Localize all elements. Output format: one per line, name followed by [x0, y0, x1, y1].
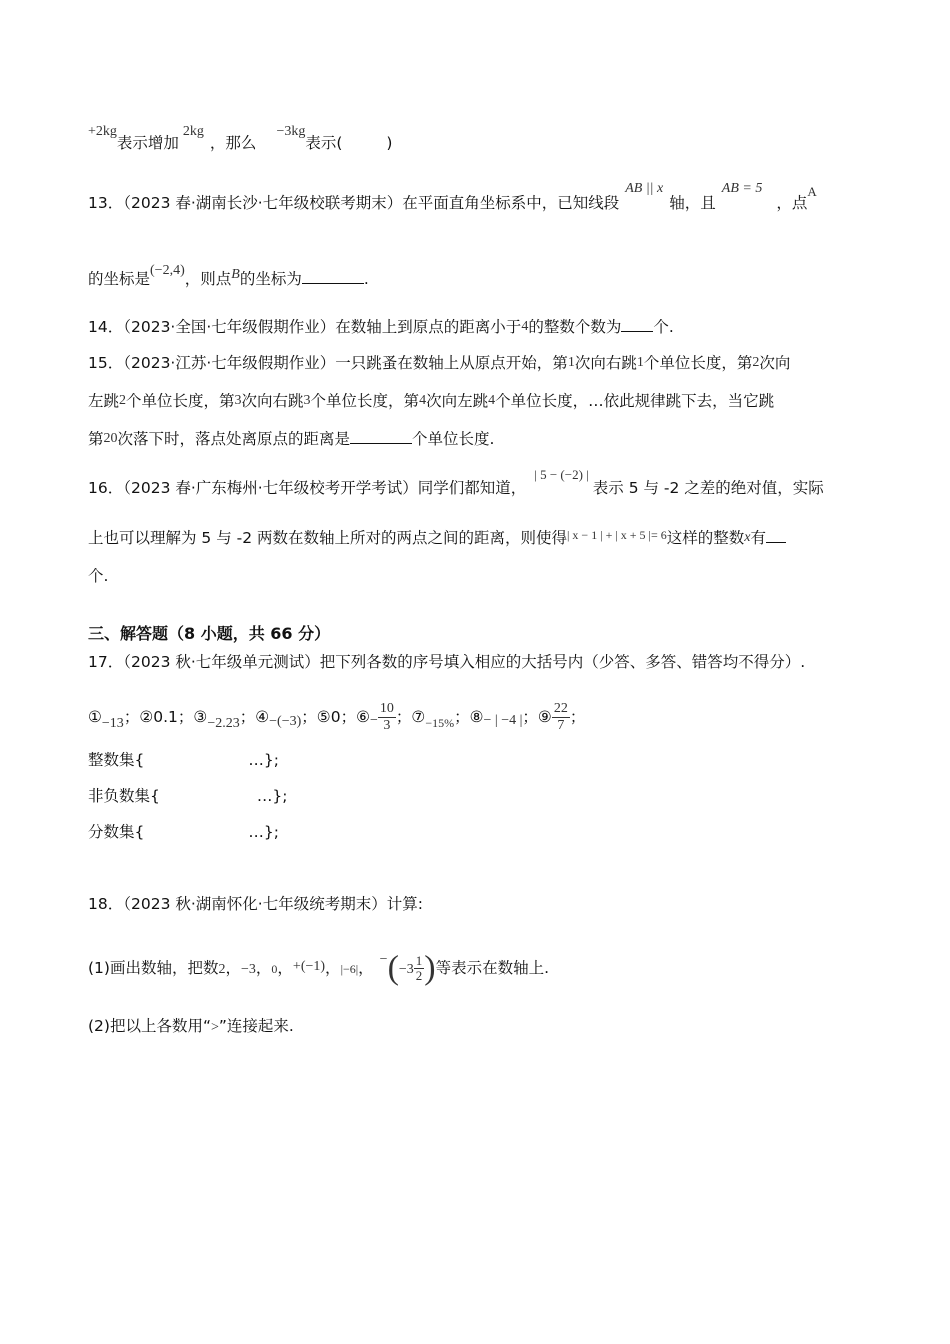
question-17-line1: 17．（2023 秋·七年级单元测试）把下列各数的序号填入相应的大括号内（少答、多答、错答均不得分）. — [88, 653, 806, 671]
math-expr: 20 — [103, 431, 118, 446]
question-number: 18． — [88, 895, 124, 913]
math-expr: AB = 5 — [721, 181, 763, 196]
question-13-line1: 13．（2023 春·湖南长沙·七年级校联考期末）在平面直角坐标系中，已知线段AB || x轴，且AB = 5，点$^A$ — [88, 181, 817, 212]
math-expr: − | −4 | — [483, 713, 523, 728]
question-source: （2023 秋·七年级单元测试） — [123, 653, 320, 671]
question-source: （2023 春·湖南长沙·七年级校联考期末） — [123, 194, 403, 212]
math-expr: | x − 1 | + | x + 5 |= 6 — [567, 528, 667, 542]
math-expr: −15% — [425, 716, 455, 730]
math-expr: AB || x — [625, 181, 664, 196]
question-15-line3: 第20次落下时，落点处离原点的距离是 个单位长度. — [88, 430, 495, 448]
math-expr: +2kg — [88, 124, 117, 139]
question-number: 16． — [88, 479, 124, 497]
math-expr: 4 — [521, 319, 529, 334]
math-expr: 4 — [488, 393, 496, 408]
math-expr: (−2,4) — [150, 263, 185, 278]
math-expr: −2.23 — [207, 716, 240, 731]
math-expr: 2 — [119, 393, 127, 408]
fraction: $\frac{10}{3}$ — [379, 701, 394, 733]
math-expr: 3 — [303, 393, 311, 408]
q12-line: +2kg表示增加2kg，那么−3kg表示( ) — [88, 124, 393, 152]
question-16-line3: 个. — [88, 567, 109, 585]
question-16-line1: 16．（2023 春·广东梅州·七年级校考开学考试）同学们都知道，$^{| 5 - (-2) |}$表示 5 与 -2 之差的绝对值，实际 — [88, 467, 824, 497]
question-number: 13． — [88, 194, 124, 212]
math-expr: x — [744, 530, 751, 545]
math-expr: −3 — [240, 962, 256, 977]
question-source: （2023·全国·七年级假期作业） — [123, 318, 336, 336]
question-15-line2: 左跳2个单位长度，第3次向右跳3个单位长度，第4次向左跳4个单位长度，…依此规律跳下去，当它跳 — [88, 392, 775, 410]
math-expr: −3 — [398, 962, 414, 977]
question-source: （2023 秋·湖南怀化·七年级统考期末） — [123, 895, 387, 913]
math-expr: 3 — [234, 393, 242, 408]
math-expr: 1 — [567, 355, 575, 370]
fraction-set: 分数集{ …}; — [88, 823, 279, 841]
integer-set: 整数集{ …}; — [88, 751, 279, 769]
math-expr: | 5 − (−2) | — [534, 467, 589, 482]
question-number: 15． — [88, 354, 124, 372]
answer-blank[interactable] — [302, 269, 364, 284]
math-expr: 1 — [636, 355, 644, 370]
math-expr: 2kg — [182, 124, 204, 139]
math-expr: −13 — [101, 716, 124, 731]
fraction: $\frac{22}{7}$ — [553, 701, 568, 733]
math-expr: > — [211, 1020, 219, 1035]
answer-blank[interactable] — [766, 528, 786, 543]
item-value: 0 — [330, 708, 341, 726]
question-source: （2023·江苏·七年级假期作业） — [123, 354, 336, 372]
math-expr: 0 — [271, 962, 278, 976]
math-expr: A — [807, 184, 817, 199]
math-expr: B — [231, 267, 240, 282]
section-heading: 三、解答题（8 小题，共 66 分） — [88, 624, 331, 643]
question-16-line2: 上也可以理解为 5 与 -2 两数在数轴上所对的两点之间的距离，则使得$^{| x - 1 | + | x + 5 |= 6}$这样的整数x有 — [88, 528, 786, 550]
math-expr: 2 — [752, 355, 760, 370]
nonnegative-set: 非负数集{ …}; — [88, 787, 288, 805]
math-expr: −3kg — [276, 124, 306, 139]
question-number: 17． — [88, 653, 124, 671]
question-number: 14． — [88, 318, 124, 336]
question-13-line2: 的坐标是(−2,4)，则点B的坐标为 . — [88, 263, 369, 288]
question-18-part2: (2)把以上各数用“>”连接起来. — [88, 1017, 294, 1035]
math-expr: −(−3) — [269, 714, 302, 729]
answer-blank[interactable] — [350, 429, 412, 444]
question-17-items: ①−13；②0.1；③−2.23；④−(−3)；⑤0；⑥− $\frac{10}{3}$ ；$⑦_{-15\%}$；⑧− | −4 |；⑨ $\frac{22}{7}$ ； — [88, 701, 586, 733]
question-18-line1: 18．（2023 秋·湖南怀化·七年级统考期末）计算: — [88, 895, 423, 913]
item-value: 0.1 — [153, 708, 178, 726]
question-source: （2023 春·广东梅州·七年级校考开学考试） — [123, 479, 418, 497]
question-14: 14．（2023·全国·七年级假期作业）在数轴上到原点的距离小于4的整数个数为 个. — [88, 318, 674, 336]
fraction: $\frac{1}{2}$ — [415, 953, 423, 983]
question-15-line1: 15．（2023·江苏·七年级假期作业）一只跳蚤在数轴上从原点开始，第1次向右跳1个单位长度，第2次向 — [88, 354, 791, 372]
question-18-part1: (1)画出数轴，把数2，−3，0，+(−1)，|−6|， −(−3 $\frac{1}{2}$ )等表示在数轴上. — [88, 949, 550, 987]
math-expr: 2 — [218, 962, 226, 977]
answer-blank[interactable] — [621, 317, 653, 332]
math-expr: 4 — [419, 393, 427, 408]
math-expr: |−6| — [340, 962, 359, 976]
math-expr: +(−1) — [292, 959, 326, 974]
